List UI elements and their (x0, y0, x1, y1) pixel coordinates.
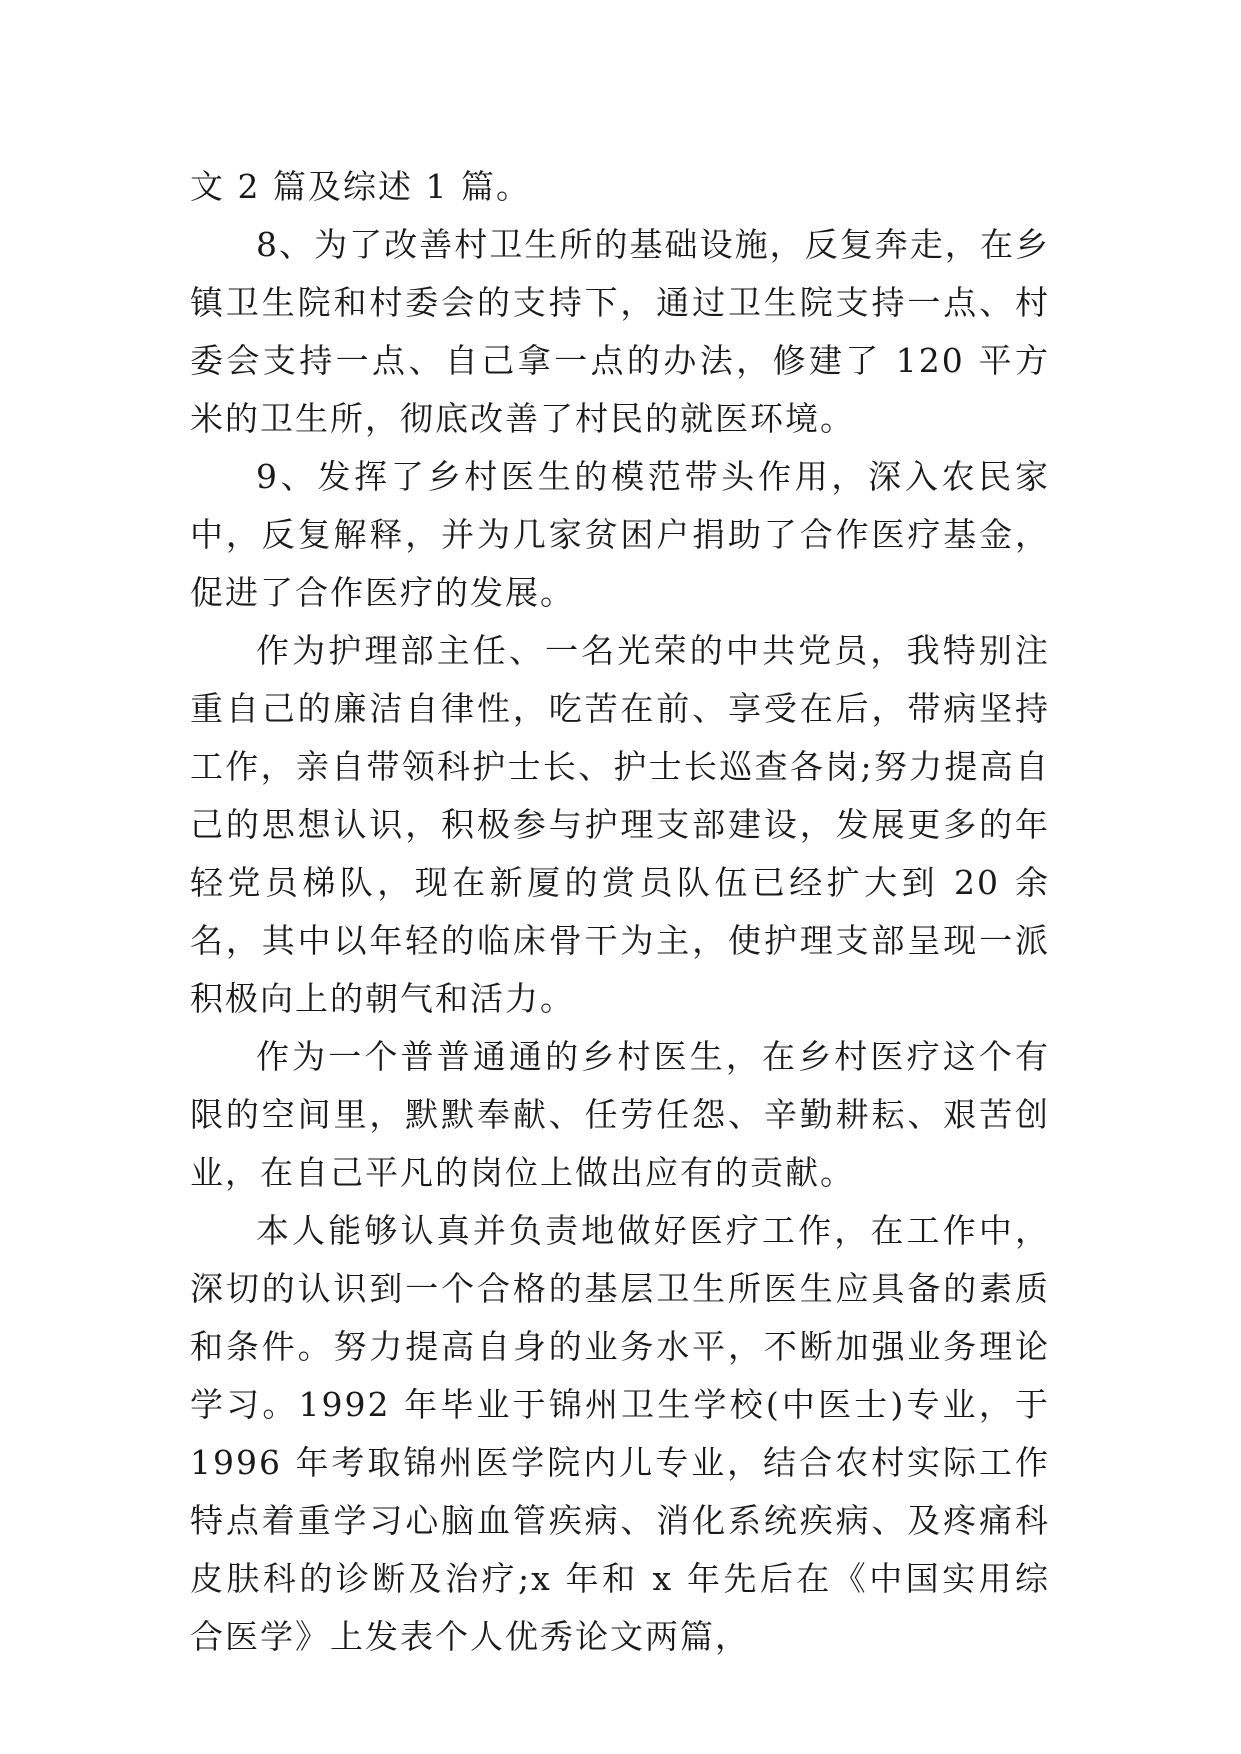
paragraph-1: 文 2 篇及综述 1 篇。 (190, 167, 531, 206)
paragraph-5: 作为一个普普通通的乡村医生，在乡村医疗这个有限的空间里，默默奉献、任劳任怨、辛勤耕耘、艰苦创业，在自己平凡的岗位上做出应有的贡献。 (190, 1037, 1050, 1192)
paragraph-2: 8、为了改善村卫生所的基础设施，反复奔走，在乡镇卫生院和村委会的支持下，通过卫生院支持一点、村委会支持一点、自己拿一点的办法，修建了 120 平方米的卫生所，彻底改善了村民的就医环境。 (190, 225, 1050, 438)
document-body (190, 158, 1050, 1666)
paragraph-3: 9、发挥了乡村医生的模范带头作用，深入农民家中，反复解释，并为几家贫困户捐助了合作医疗基金，促进了合作医疗的发展。 (190, 457, 1050, 612)
paragraph-6: 本人能够认真并负责地做好医疗工作，在工作中，深切的认识到一个合格的基层卫生所医生应具备的素质和条件。努力提高自身的业务水平，不断加强业务理论学习。1992 年毕业于锦州卫生学校(中医士)专业，于 1996 年考取锦州医学院内儿专业，结合农村实际工作特点着重学习心脑血管疾病、消化系统疾病、及疼痛科皮肤科的诊断及治疗;x 年和 x 年先后在《中国实用综合医学》上发表个人优秀论文两篇， (190, 1211, 1050, 1656)
paragraph-4: 作为护理部主任、一名光荣的中共党员，我特别注重自己的廉洁自律性，吃苦在前、享受在后，带病坚持工作，亲自带领科护士长、护士长巡查各岗;努力提高自己的思想认识，积极参与护理支部建设，发展更多的年轻党员梯队，现在新厦的赏员队伍已经扩大到 20 余名，其中以年轻的临床骨干为主，使护理支部呈现一派积极向上的朝气和活力。 (190, 631, 1050, 1018)
